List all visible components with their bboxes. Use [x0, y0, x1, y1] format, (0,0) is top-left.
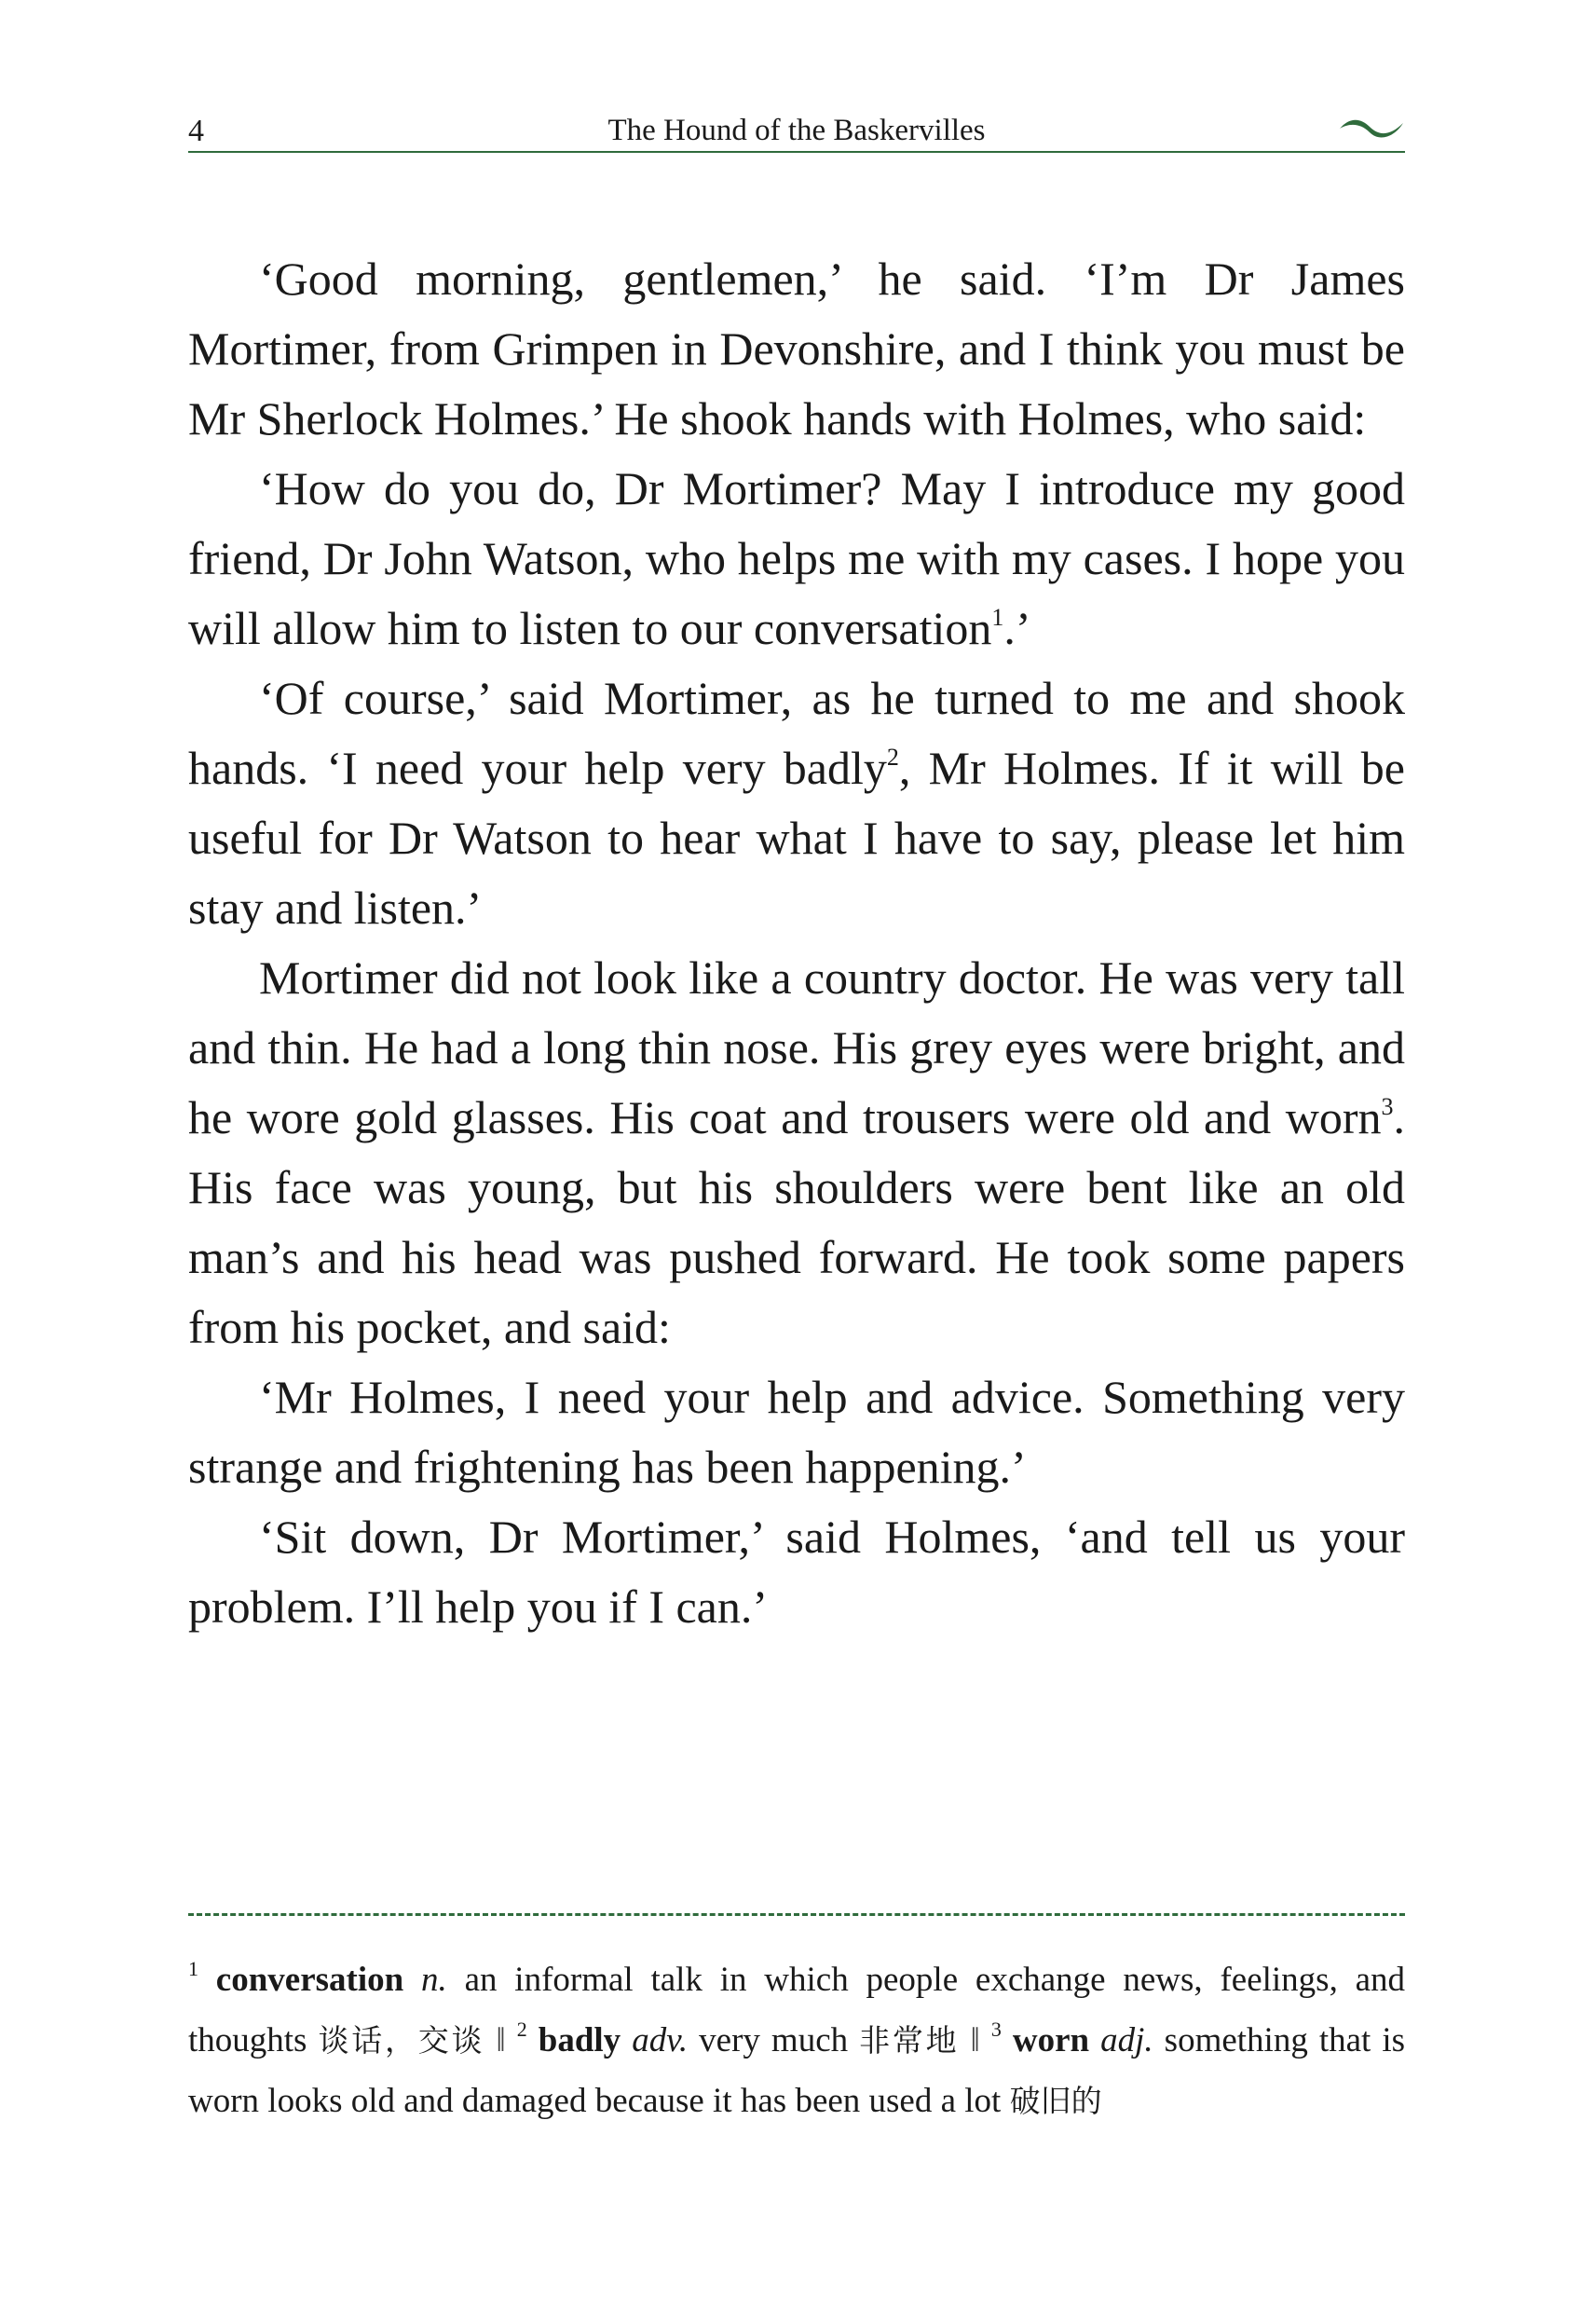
footnote-chinese: 破旧的: [1009, 2083, 1102, 2119]
footnote-chinese: 非常地: [859, 2022, 960, 2059]
swash-ornament-icon: [1338, 114, 1405, 142]
paragraph-4: [188, 943, 1405, 1362]
footnote-word: badly: [538, 2021, 621, 2059]
header-rule: [188, 151, 1405, 153]
paragraph-text: , Mr Holmes. If it will be useful for Dr Watson to hear what I have to say, please let him stay and listen.’: [188, 742, 1405, 934]
footnote-part-of-speech: adv.: [632, 2021, 689, 2059]
paragraph-text: ‘Mr Holmes, I need your help and advice. Something very strange and frightening has been happening.’: [188, 1371, 1405, 1493]
footnote-number: 3: [990, 2018, 1002, 2041]
paragraph-3: [188, 664, 1405, 943]
paragraph-1: [188, 244, 1405, 454]
footnote-word: conversation: [215, 1961, 404, 1999]
footnote-marker: 1: [991, 604, 1004, 631]
running-title: The Hound of the Baskervilles: [607, 114, 986, 147]
footnote-word: worn: [1012, 2021, 1090, 2059]
footnote-marker: 3: [1381, 1093, 1394, 1120]
paragraph-text: Mortimer did not look like a country doctor. He was very tall and thin. He had a long thin nose. His grey eyes were bright, and he wore gold glasses. His coat and trousers were old and worn: [188, 951, 1405, 1143]
footnote-part-of-speech: n.: [421, 1961, 447, 1999]
footnote-separator: ‖: [496, 2021, 506, 2059]
page-number: 4: [188, 114, 204, 148]
footnotes: [188, 1949, 1405, 2131]
footnote-marker: 2: [886, 744, 899, 771]
paragraph-text: ‘Sit down, Dr Mortimer,’ said Holmes, ‘and tell us your problem. I’ll help you if I can.’: [188, 1511, 1405, 1633]
paragraph-5: [188, 1362, 1405, 1502]
footnote-definition: very much: [699, 2021, 849, 2059]
footnote-definition: an informal talk in which people exchange news, feelings, and thoughts: [188, 1961, 1406, 2059]
body-text: [188, 244, 1405, 1642]
paragraph-text: .’: [1003, 602, 1031, 654]
footnote-2: [516, 2018, 960, 2059]
footnote-number: 2: [516, 2018, 527, 2041]
footnote-chinese: 谈话，交谈: [318, 2022, 485, 2059]
footnote-part-of-speech: adj.: [1100, 2021, 1153, 2059]
footnote-divider: [188, 1913, 1405, 1916]
paragraph-text: ‘Good morning, gentlemen,’ he said. ‘I’m Dr James Mortimer, from Grimpen in Devonshire, and I think you must be Mr Sherlock Holmes.’ He shook hands with Holmes, who said:: [188, 253, 1405, 445]
footnote-number: 1: [188, 1957, 198, 1980]
paragraph-text: ‘Of course,’ said Mortimer, as he turned to me and shook hands. ‘I need your help very badly: [188, 672, 1405, 794]
paragraph-6: [188, 1502, 1405, 1642]
paragraph-text: ‘How do you do, Dr Mortimer? May I introduce my good friend, Dr John Watson, who helps me with my cases. I hope you will allow him to listen to our conversation: [188, 462, 1405, 654]
footnote-definition: something that is worn looks old and damaged because it has been used a lot: [188, 2021, 1406, 2120]
paragraph-2: [188, 454, 1405, 664]
running-header: [188, 110, 1405, 155]
footnote-separator: ‖: [970, 2021, 980, 2059]
paragraph-text: . His face was young, but his shoulders were bent like an old man’s and his head was pushed forward. He took some papers from his pocket, and said:: [188, 1091, 1405, 1353]
